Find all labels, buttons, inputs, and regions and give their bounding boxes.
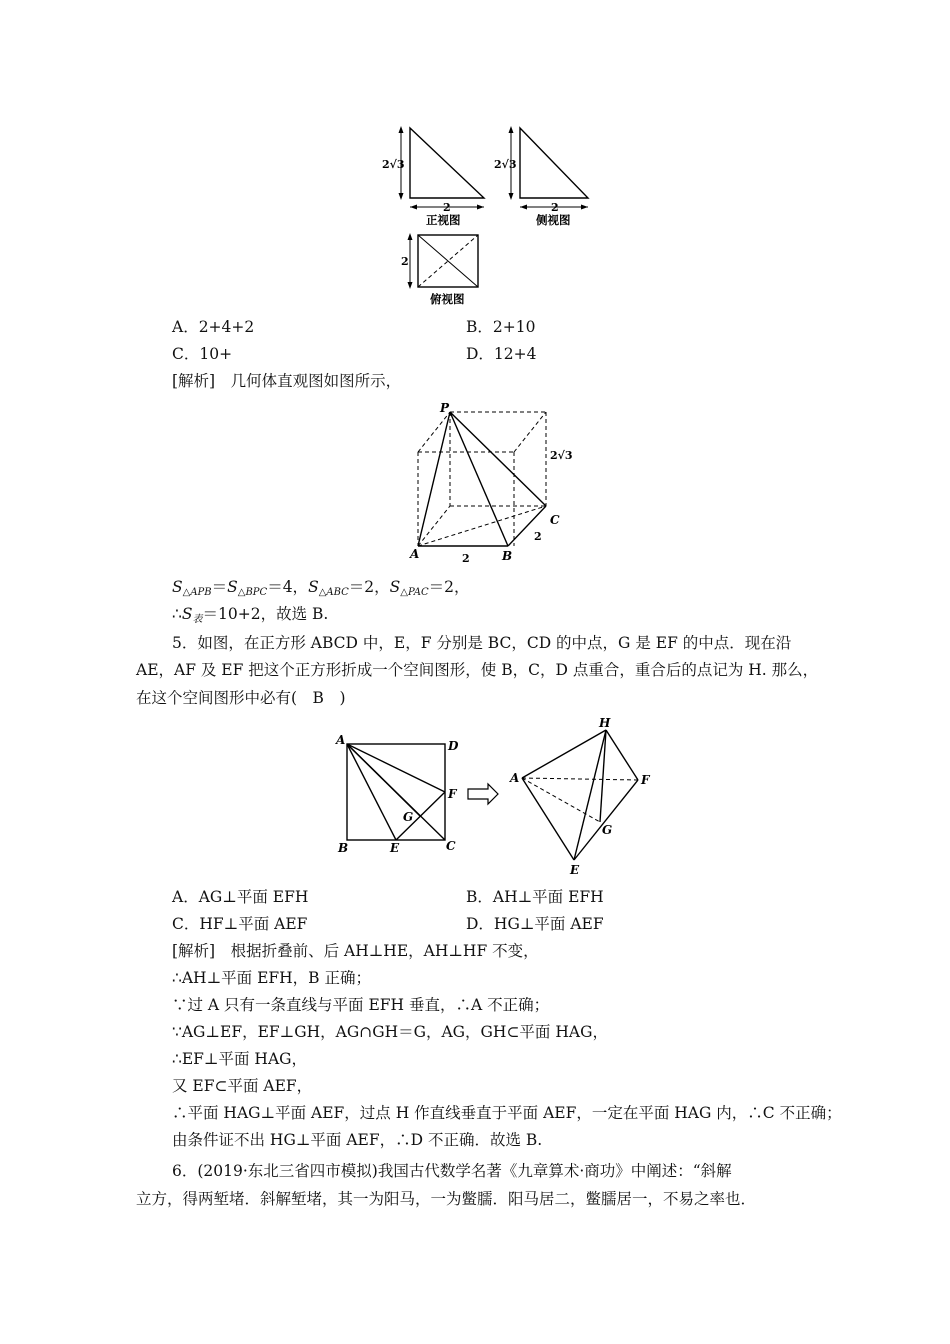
- front-height-label: 2√3: [382, 158, 405, 171]
- square-label-c: C: [446, 839, 456, 853]
- q5-analysis-line-5: ∴EF⊥平面 HAG，: [172, 1050, 308, 1068]
- q5-analysis-line-3: ∵过 A 只有一条直线与平面 EFH 垂直，∴A 不正确；: [172, 996, 550, 1014]
- q4-option-b: B．2+10: [466, 318, 536, 336]
- tetra-label-e: E: [570, 863, 580, 877]
- q6-line-1: 6．(2019·东北三省四市模拟)我国古代数学名著《九章算术·商功》中阐述：“斜解: [172, 1162, 732, 1180]
- solid-height-label: 2√3: [550, 449, 573, 462]
- q6-line-2: 立方，得两堑堵．斜解堑堵，其一为阳马，一为鳖臑．阳马居二，鳖臑居一，不易之率也．: [136, 1190, 757, 1208]
- q5-analysis-line-7: ∴平面 HAG⊥平面 AEF，过点 H 作直线垂直于平面 AEF，一定在平面 HAG 内，∴C 不正确；: [172, 1104, 842, 1122]
- pyramid-in-cube-figure: [400, 402, 590, 572]
- solid-ab-label: 2: [462, 552, 470, 565]
- q5-option-c: C．HF⊥平面 AEF: [172, 915, 308, 933]
- q5-analysis-line-1: [解析] 根据折叠前、后 AH⊥HE，AH⊥HF 不变，: [172, 942, 539, 960]
- folding-figure: [330, 712, 670, 882]
- side-width-label: 2: [551, 201, 559, 214]
- q5-analysis-line-8: 由条件证不出 HG⊥平面 AEF，∴D 不正确．故选 B.: [172, 1131, 543, 1149]
- q4-option-d: D．12+4: [466, 345, 537, 363]
- q4-option-c: C．10+: [172, 345, 233, 363]
- q4-analysis: [172, 370, 401, 392]
- q5-analysis-line-2: ∴AH⊥平面 EFH，B 正确；: [172, 969, 371, 987]
- q5-stem-line-2: AE，AF 及 EF 把这个正方形折成一个空间图形，使 B，C，D 点重合，重合后的点记为 H. 那么，: [136, 661, 819, 679]
- tetra-label-g: G: [602, 823, 613, 837]
- q5-option-b: B．AH⊥平面 EFH: [466, 888, 604, 906]
- solid-bc-label: 2: [534, 530, 542, 543]
- side-caption: 侧视图: [536, 213, 571, 227]
- tetra-label-h: H: [599, 716, 611, 730]
- q5-analysis-line-4: ∵AG⊥EF，EF⊥GH，AG∩GH＝G，AG，GH⊂平面 HAG，: [172, 1023, 608, 1041]
- q5-analysis-line-6: 又 EF⊂平面 AEF，: [172, 1077, 313, 1095]
- front-width-label: 2: [443, 201, 451, 214]
- top-side-label: 2: [401, 255, 409, 268]
- tetra-label-a: A: [510, 771, 520, 785]
- top-view: [401, 233, 478, 306]
- solid-label-p: P: [440, 402, 450, 415]
- transform-arrow-icon: [468, 784, 498, 804]
- three-view-figure: [380, 120, 610, 310]
- q4-conclusion: $\therefore S_表=10+2$，故选 B.: [172, 605, 329, 625]
- solid-label-b: B: [502, 549, 513, 563]
- square-label-a: A: [336, 733, 346, 747]
- square-label-e: E: [390, 841, 400, 855]
- solid-label-c: C: [550, 513, 560, 527]
- q4-analysis-prefix: [解析]: [172, 372, 216, 390]
- side-view: [494, 126, 588, 227]
- square-label-g: G: [403, 810, 414, 824]
- square-label-d: D: [448, 739, 459, 753]
- front-caption: 正视图: [426, 213, 461, 227]
- front-view: [382, 126, 484, 227]
- q5-stem-line-3: 在这个空间图形中必有( B ): [136, 689, 346, 707]
- q5-option-d: D．HG⊥平面 AEF: [466, 915, 604, 933]
- tetra-label-f: F: [641, 773, 650, 787]
- square-label-f: F: [448, 787, 457, 801]
- q4-analysis-text: 几何体直观图如图所示，: [230, 372, 402, 390]
- side-height-label: 2√3: [494, 158, 517, 171]
- square-label-b: B: [338, 841, 349, 855]
- solid-label-a: A: [410, 547, 420, 561]
- q5-option-a: A．AG⊥平面 EFH: [172, 888, 309, 906]
- q4-option-a: A．2+4+2: [172, 318, 255, 336]
- q4-area-line: $S_{\triangle APB}=S_{\triangle BPC}=4$，$S_{\triangle ABC}=2$，$S_{\triangle PAC}=2$，: [172, 578, 470, 598]
- top-caption: 俯视图: [430, 292, 465, 306]
- q5-stem-line-1: 5．如图，在正方形 ABCD 中，E，F 分别是 BC，CD 的中点，G 是 EF 的中点．现在沿: [172, 634, 792, 652]
